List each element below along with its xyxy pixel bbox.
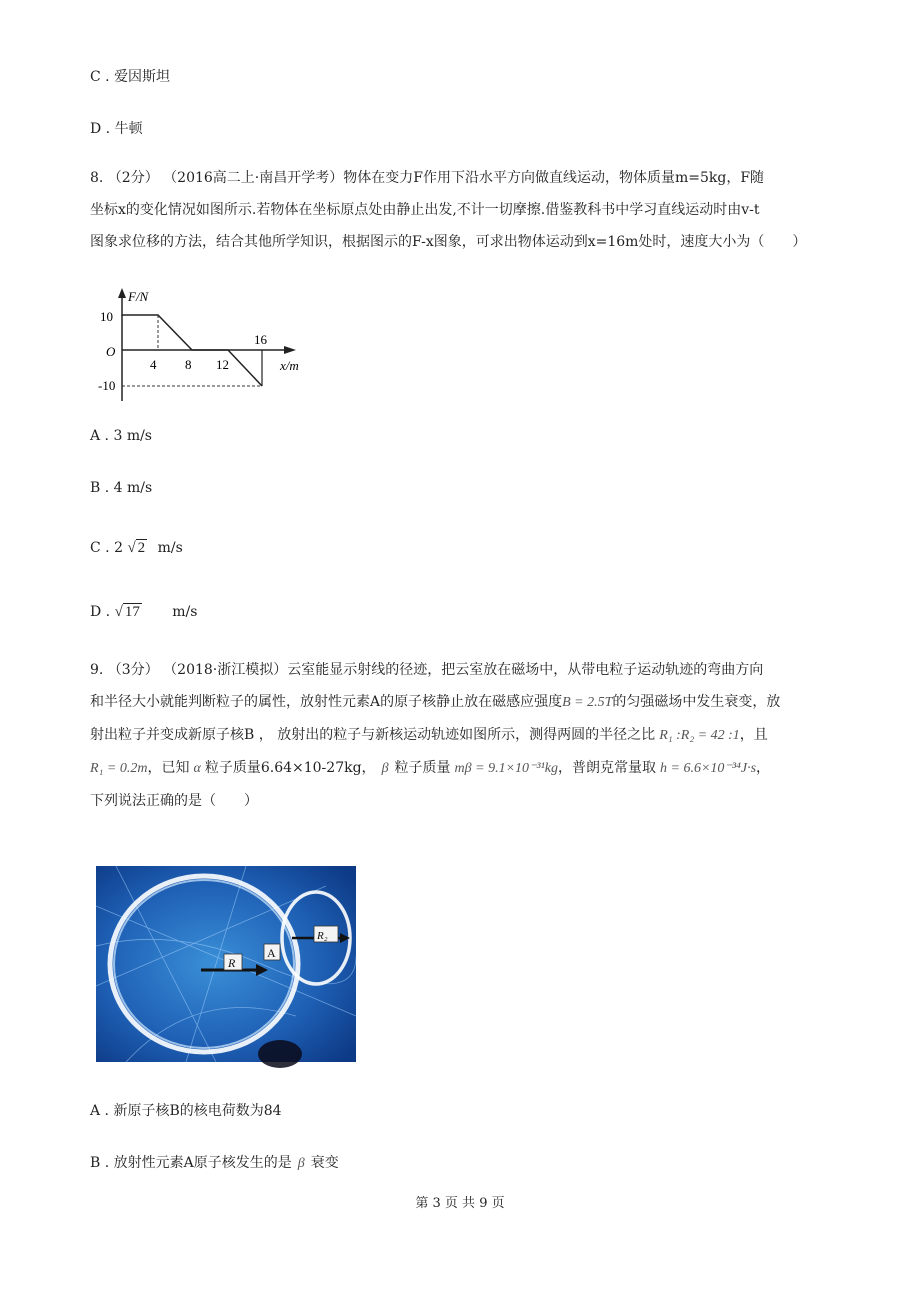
- question-8-line-1: 8. （2分） （2016高二上·南昌开学考）物体在变力F作用下沿水平方向做直线运动，物体质量m=5kg，F随: [90, 170, 765, 186]
- q8-option-d: [90, 604, 197, 621]
- option-d-prev: D . 牛顿: [90, 121, 143, 137]
- question-9-line-4-text-c: 粒子质量: [394, 760, 451, 776]
- question-9-line-4-text-e: ，: [756, 760, 771, 776]
- graph-x-tick-4: 4: [150, 357, 157, 372]
- question-9: [90, 654, 835, 817]
- force-displacement-graph: [98, 286, 320, 404]
- formula-planck-constant: h = 6.6×10⁻³⁴J·s: [660, 761, 757, 776]
- alpha-symbol: α: [193, 761, 201, 776]
- q8-option-c-radicand: 2: [137, 540, 146, 556]
- question-8-line-2: 坐标x的变化情况如图所示.若物体在坐标原点处由静止出发,不计一切摩擦.借鉴教科书中学习直线运动时由v-t: [90, 202, 760, 218]
- question-9-line-4-text-d: ，普朗克常量取: [558, 760, 657, 776]
- formula-radius-ratio: R₁ :R₂ = 42 :1: [659, 728, 740, 743]
- q9-option-b: [90, 1152, 339, 1172]
- graph-y-tick-neg10: -10: [98, 378, 116, 393]
- question-9-line-5: 下列说法正确的是（ ）: [90, 793, 258, 809]
- q8-option-d-prefix: D .: [90, 604, 111, 620]
- sqrt-symbol: √ 17: [114, 604, 140, 620]
- question-9-line-2: [90, 686, 835, 719]
- question-9-line-3: [90, 719, 835, 752]
- graph-origin: O: [106, 344, 116, 359]
- photo-label-r: R: [228, 956, 236, 970]
- q8-option-b: B . 4 m/s: [90, 480, 153, 496]
- q8-option-d-radicand: 17: [124, 604, 140, 620]
- q8-option-c-unit: m/s: [157, 540, 183, 556]
- graph-x-label: x/m: [280, 358, 299, 373]
- question-9-line-4-text-b: 粒子质量6.64×10-27kg，: [204, 760, 376, 776]
- graph-x-tick-12: 12: [216, 357, 229, 372]
- question-9-line-3-text-end: ，且: [739, 727, 768, 743]
- q9-option-b-text-end: 衰变: [310, 1155, 339, 1171]
- question-9-line-2-text-end: 的匀强磁场中发生衰变，放: [612, 694, 781, 710]
- q8-option-d-unit: m/s: [172, 604, 198, 620]
- graph-x-tick-8: 8: [185, 357, 192, 372]
- question-9-line-3-text: 射出粒子并变成新原子核B ， 放射出的粒子与新核运动轨迹如图所示，测得两圆的半径之比: [90, 727, 656, 743]
- q8-option-c-prefix: C . 2: [90, 540, 123, 556]
- question-8-line-3: 图象求位移的方法，结合其他所学知识，根据图示的F-x图象，可求出物体运动到x=16m处时，速度大小为（ ）: [90, 234, 807, 250]
- q9-option-a: A . 新原子核B的核电荷数为84: [90, 1103, 282, 1119]
- q8-option-a: A . 3 m/s: [90, 428, 152, 444]
- question-9-line-4: [90, 752, 835, 785]
- photo-label-a: A: [267, 946, 276, 960]
- graph-y-tick-10: 10: [100, 309, 113, 324]
- q8-option-c: [90, 540, 183, 557]
- option-c-prev: C . 爱因斯坦: [90, 69, 171, 85]
- q9-option-b-text: B . 放射性元素A原子核发生的是: [90, 1155, 292, 1171]
- cloud-chamber-photo: [96, 866, 356, 1062]
- question-9-line-1: 9. （3分） （2018·浙江模拟）云室能显示射线的径迹，把云室放在磁场中，从带电粒子运动轨迹的弯曲方向: [90, 662, 764, 678]
- graph-y-label: F/N: [128, 289, 149, 304]
- formula-radius: R₁ = 0.2m: [90, 761, 148, 776]
- graph-x-tick-16: 16: [254, 332, 267, 347]
- sqrt-symbol: √ 2: [127, 540, 146, 556]
- question-9-line-4-text-a: ，已知: [147, 760, 190, 776]
- page-footer: 第 3 页 共 9 页: [415, 1196, 505, 1211]
- formula-magnetic-field: B = 2.5T: [562, 695, 613, 710]
- beta-symbol: β: [297, 1156, 305, 1171]
- question-9-line-2-text: 和半径大小就能判断粒子的属性，放射性元素A的原子核静止放在磁感应强度: [90, 694, 563, 710]
- photo-label-r2: R₂: [317, 930, 328, 942]
- beta-symbol: β: [381, 761, 389, 776]
- formula-beta-mass: mβ = 9.1×10⁻³¹kg: [454, 761, 559, 776]
- question-8: [90, 162, 835, 258]
